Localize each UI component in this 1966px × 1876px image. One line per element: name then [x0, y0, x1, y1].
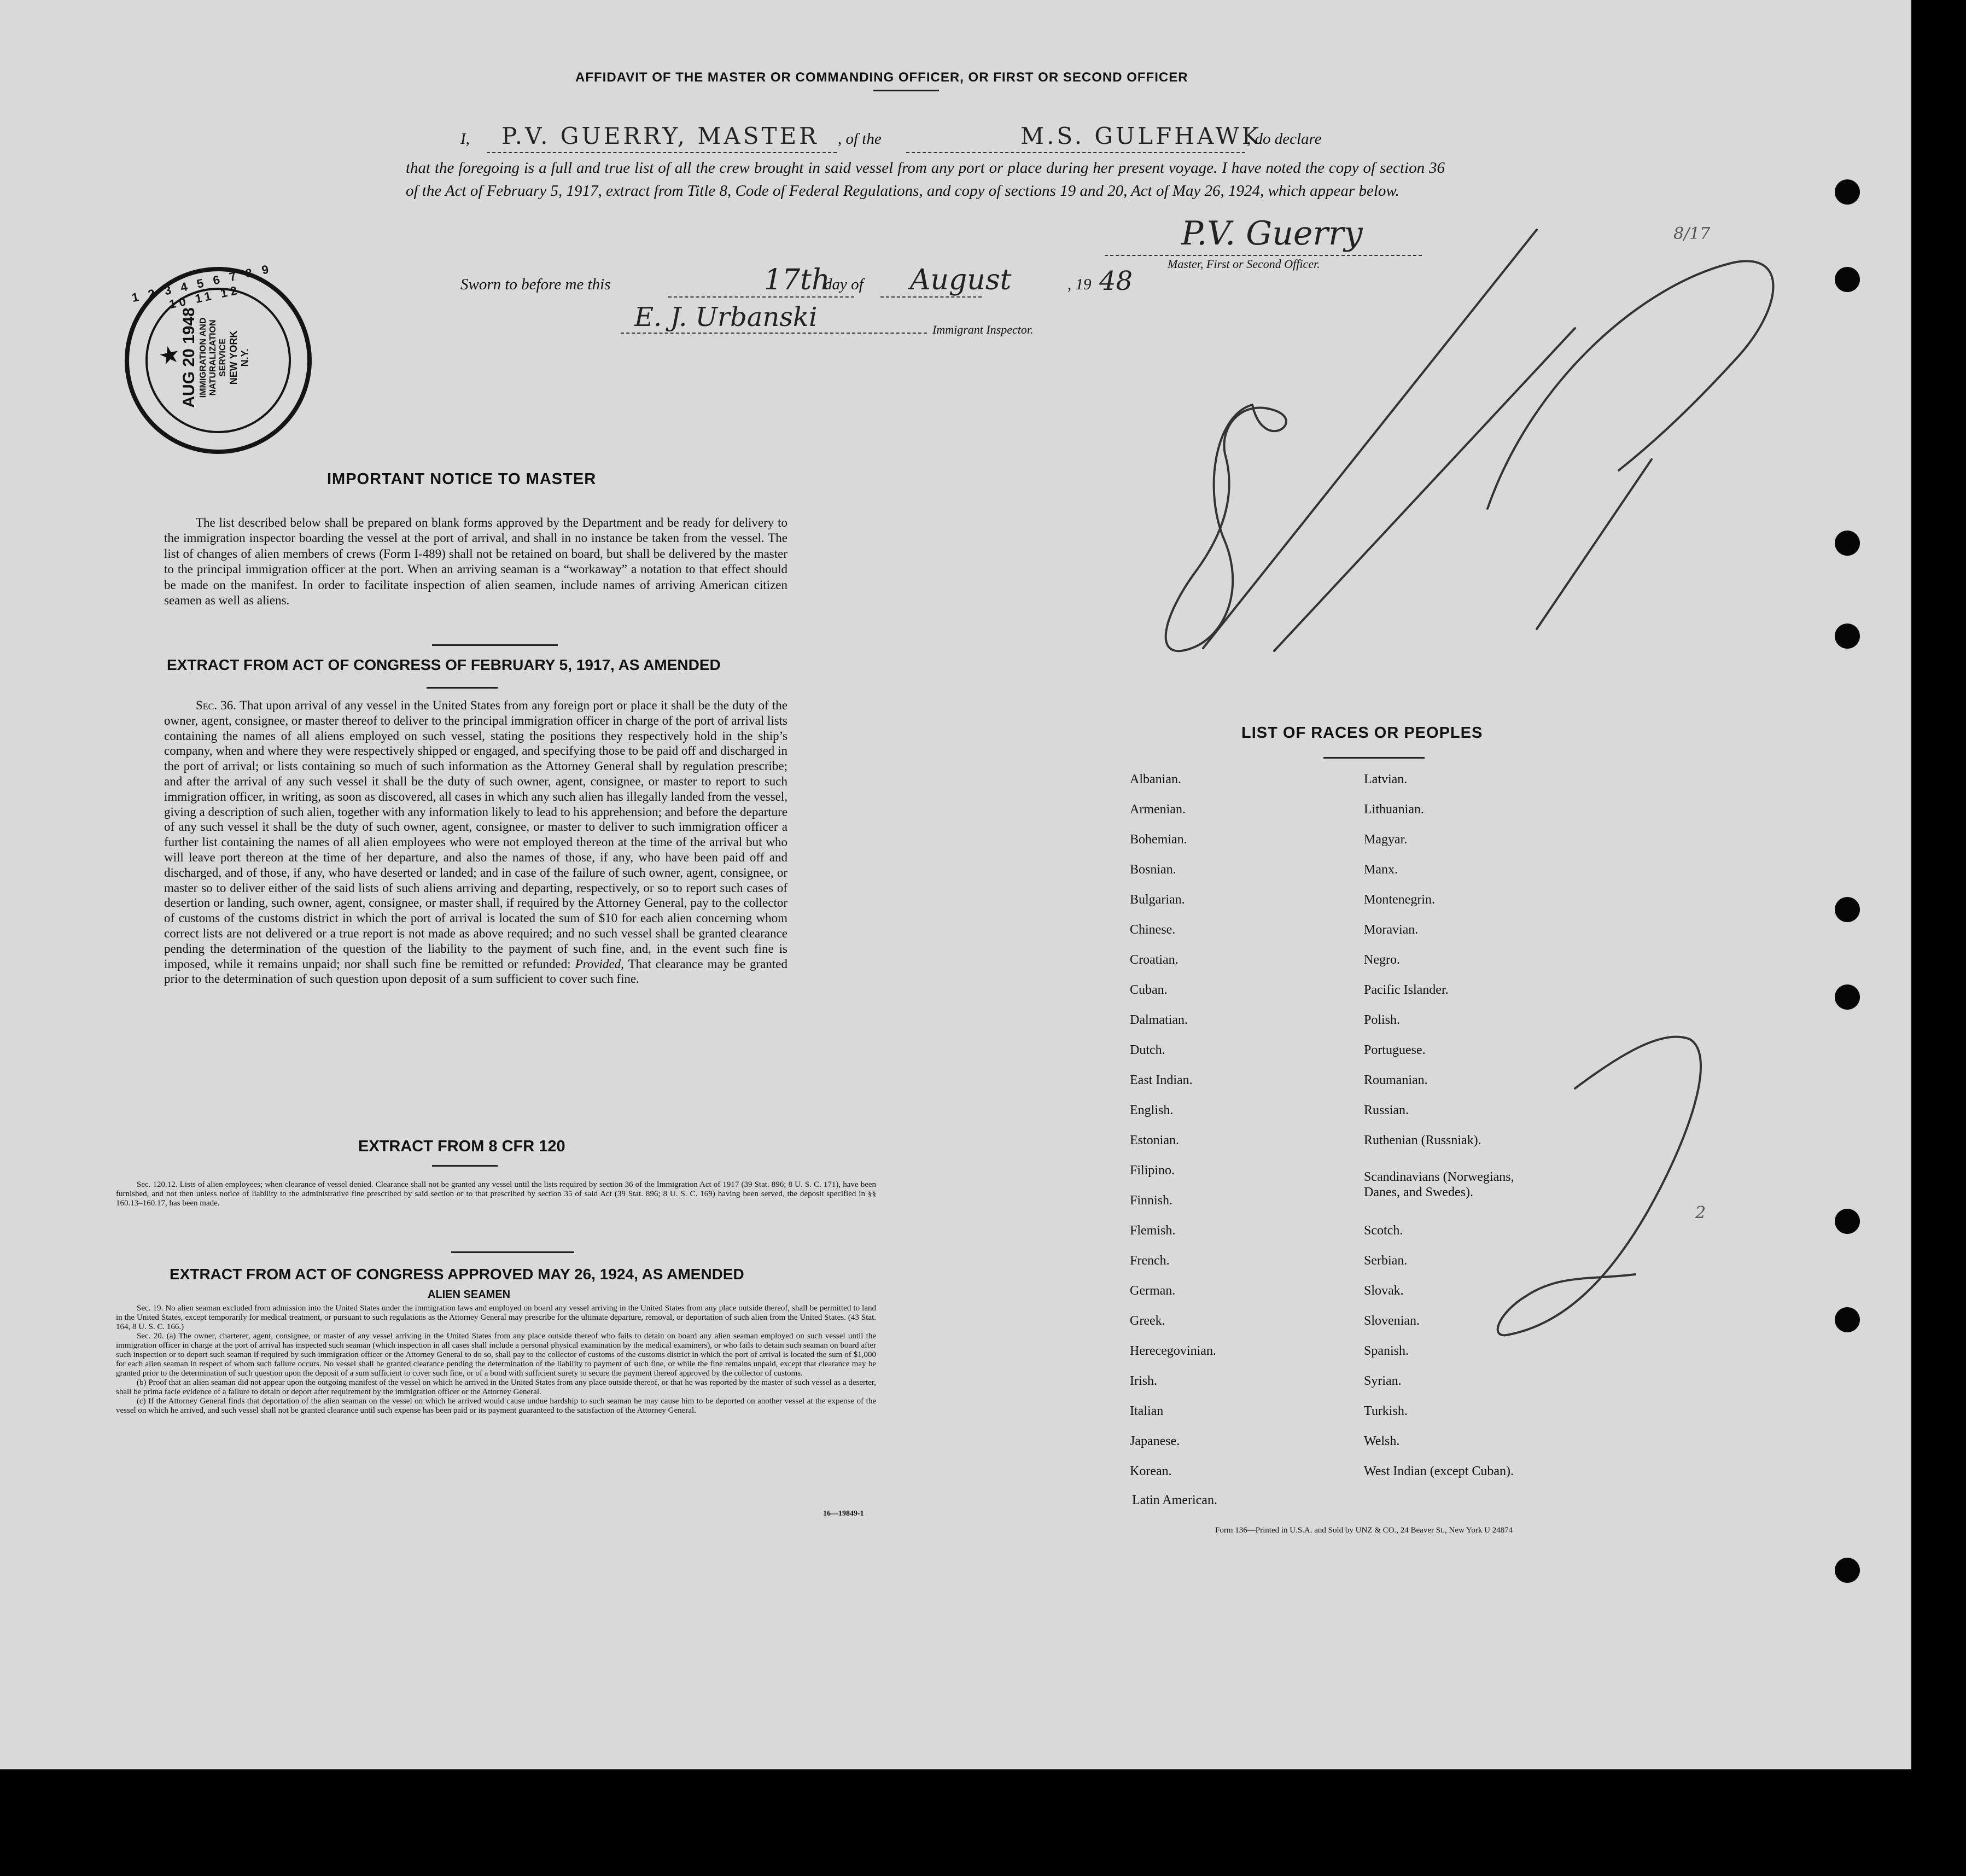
- extract-cfr-heading: EXTRACT FROM 8 CFR 120: [358, 1138, 565, 1155]
- race-item: Greek.: [1130, 1314, 1165, 1328]
- race-item: Dalmatian.: [1130, 1013, 1188, 1027]
- sec-20-c: (c) If the Attorney General finds that deportation of the alien seaman on the vessel on which he arrived would cause undue hardship to such seaman he may cause him to be deported on another vessel at the expense of the vessel on which he arrived, and such vessel shall not be granted clearance until such expense has been paid or its payment guaranteed to the satisfaction of the Attorney General.: [116, 1397, 876, 1415]
- race-item: East Indian.: [1130, 1073, 1193, 1087]
- of-the-text: , of the: [838, 130, 882, 148]
- race-item: Bosnian.: [1130, 863, 1176, 877]
- race-item: Flemish.: [1130, 1224, 1176, 1238]
- race-item: Cuban.: [1130, 983, 1168, 997]
- race-item: Lithuanian.: [1364, 802, 1424, 817]
- master-caption: Master, First or Second Officer.: [1168, 257, 1320, 271]
- race-item: West Indian (except Cuban).: [1364, 1464, 1514, 1478]
- stamp-line-1: IMMIGRATION AND: [198, 317, 208, 398]
- race-item: Roumanian.: [1364, 1073, 1428, 1087]
- stamp-line-2: NATURALIZATION: [208, 319, 218, 396]
- race-item: Albanian.: [1130, 772, 1181, 786]
- proviso-label: Provided,: [575, 957, 624, 971]
- race-item: Welsh.: [1364, 1434, 1400, 1448]
- stamp-date: AUG 20 1948: [179, 307, 198, 408]
- race-item: Bulgarian.: [1130, 893, 1185, 907]
- race-item: Estonian.: [1130, 1133, 1179, 1147]
- stamp-line-4: NEW YORK: [227, 330, 239, 385]
- binder-hole: [1835, 531, 1860, 556]
- stamp-star-icon: ★: [156, 339, 183, 371]
- race-item: Serbian.: [1364, 1254, 1408, 1268]
- binder-hole: [1835, 897, 1860, 922]
- race-item: Italian: [1130, 1404, 1164, 1418]
- inspector-signature: E. J. Urbanski: [634, 302, 818, 333]
- race-item: Polish.: [1364, 1013, 1401, 1027]
- race-item: German.: [1130, 1284, 1176, 1298]
- proviso-text: That clearance may be granted prior to the determination of such question upon deposit of a sum sufficient to cover such fine.: [164, 957, 787, 986]
- race-item: Armenian.: [1130, 802, 1186, 817]
- race-item: Latin American.: [1132, 1493, 1217, 1507]
- vessel-name: M.S. GULFHAWK: [1020, 123, 1262, 149]
- sec-36-label: Sec. 36.: [196, 698, 237, 712]
- binder-hole: [1835, 984, 1860, 1010]
- races-heading: LIST OF RACES OR PEOPLES: [1241, 724, 1483, 742]
- extract-1924-subheading: ALIEN SEAMEN: [428, 1289, 511, 1301]
- year-prefix: , 19: [1067, 276, 1092, 293]
- binder-hole: [1835, 624, 1860, 649]
- do-declare-text: , do declare: [1247, 130, 1322, 148]
- race-item: English.: [1130, 1103, 1174, 1117]
- race-item: Japanese.: [1130, 1434, 1180, 1448]
- pronoun: I,: [460, 130, 470, 148]
- race-item: Manx.: [1364, 863, 1398, 877]
- sec-36-text: That upon arrival of any vessel in the United States from any foreign port or place it shall be the duty of the owner, agent, consignee, or master thereof to deliver to the principal immigration officer in charge of the port of arrival lists containing the names of all aliens employed on such vessel, stating the positions they respectively hold in the ship’s company, when and where they were respectively shipped or engaged, and specifying those to be paid off and discharged in the port of arrival; or lists containing so much of such information as the Attorney General shall by regulation prescribe; and after the arrival of any such vessel it shall be the duty of such owner, agent, consignee, or master to report to such immigration officer, in writing, as soon as discovered, all cases in which any such alien has illegally landed from the vessel, giving a description of such alien, together with any information likely to lead to his apprehension; and before the departure of any such vessel it shall be the duty of such owner, agent, consignee, or master to deliver to such immigration officer a further list containing the names of all alien employees who were not employed thereon at the time of the arrival but who will leave port thereon at the time of her departure, and also the names of those, if any, who have been paid off and discharged, and of those, if any, who have deserted or landed; and in case of the failure of such owner, agent, consignee, or master so to deliver either of the said lists of such aliens arriving and departing, respectively, or so to report such cases of desertion or landing, such owner, agent, consignee, or master shall, if required by the Attorney General, pay to the collector of customs of the customs district in which the port of arrival is located the sum of $10 for each alien concerning whom correct lists are not delivered or a true report is not made as above required; and no such vessel shall be granted clearance pending the determination of the question of the liability to the payment of such fine, and, in the event such fine is imposed, while it remains unpaid; nor shall such fine be remitted or refunded:: [164, 698, 787, 971]
- race-item: Korean.: [1130, 1464, 1172, 1478]
- pencil-mark-bottom: 2: [1695, 1203, 1706, 1222]
- race-item: Latvian.: [1364, 772, 1408, 786]
- race-item: Filipino.: [1130, 1163, 1175, 1178]
- affidavit-statement: that the foregoing is a full and true list of all the crew brought in said vessel from any port or place during her present voyage. I have noted the copy of section 36 of the Act of February 5, 1917, extract from Title 8, Code of Federal Regulations, and copy of sections 19 and 20, Act of May 26, 1924, which appear below.: [406, 159, 1445, 200]
- race-item: Portuguese.: [1364, 1043, 1426, 1057]
- race-item: Bohemian.: [1130, 832, 1187, 847]
- extract-1917-heading: EXTRACT FROM ACT OF CONGRESS OF FEBRUARY 5, 1917, AS AMENDED: [167, 656, 721, 673]
- stamp-line-5: N.Y.: [239, 348, 250, 367]
- sec-120-text: Lists of alien employees; when clearance of vessel denied. Clearance shall not be granted any vessel until the lists required by section 36 of the Immigration Act of 1917 (39 Stat. 896; 8 U. S. C. 171), have been furnished, and not then unless notice of liability to the administrative fine prescribed by said section or to that prescribed by section 35 of said Act (39 Stat. 896; 8 U. S. C. 169) having been served, the deposit specified in §§ 160.13–160.17, has been made.: [116, 1180, 877, 1208]
- race-item: Dutch.: [1130, 1043, 1165, 1057]
- race-item: Magyar.: [1364, 832, 1408, 847]
- notice-heading: IMPORTANT NOTICE TO MASTER: [327, 470, 597, 488]
- race-item: Herecegovinian.: [1130, 1344, 1216, 1358]
- race-item: Montenegrin.: [1364, 893, 1435, 907]
- day-of-text: day of: [824, 276, 864, 293]
- sworn-prefix: Sworn to before me this: [460, 276, 611, 293]
- race-item: Slovak.: [1364, 1284, 1404, 1298]
- race-item: French.: [1130, 1254, 1170, 1268]
- binder-hole: [1835, 1307, 1860, 1332]
- race-item: Croatian.: [1130, 953, 1179, 967]
- stamp-line-3: SERVICE: [218, 338, 227, 377]
- inspector-caption: Immigrant Inspector.: [932, 323, 1034, 336]
- race-item: Danes, and Swedes).: [1364, 1185, 1473, 1199]
- race-item: Ruthenian (Russniak).: [1364, 1133, 1481, 1147]
- race-item: Finnish.: [1130, 1193, 1173, 1208]
- sec-20-b: (b) Proof that an alien seaman did not appear upon the outgoing manifest of the vessel on which he arrived in the United States from any place outside thereof, or that he was reported by the master of such vessel as a deserter, shall be prima facie evidence of a failure to detain or deport after requirement by the immigration officer or the Attorney General.: [116, 1378, 876, 1396]
- race-item: Russian.: [1364, 1103, 1409, 1117]
- binder-hole: [1835, 267, 1860, 292]
- sec-120-label: Sec. 120.12.: [137, 1180, 178, 1189]
- race-item: Turkish.: [1364, 1404, 1408, 1418]
- affidavit-title: AFFIDAVIT OF THE MASTER OR COMMANDING OFFICER, OR FIRST OR SECOND OFFICER: [575, 70, 1188, 85]
- form-code: 16—19849-1: [823, 1510, 864, 1518]
- notice-body: The list described below shall be prepared on blank forms approved by the Department and be ready for delivery to the immigration inspector boarding the vessel at the port of arrival, and shall in no instance be taken from the vessel. The list of changes of alien members of crews (Form I-489) shall not be retained on board, but shall be delivered by the master to the principal immigration officer at the port. When an arriving seaman is a “workaway” a notation to that effect should be made on the manifest. In order to facilitate inspection of alien seamen, include names of arriving American citizen seamen as well as aliens.: [164, 516, 787, 608]
- extract-1924-heading: EXTRACT FROM ACT OF CONGRESS APPROVED MAY 26, 1924, AS AMENDED: [170, 1266, 744, 1283]
- race-item: Slovenian.: [1364, 1314, 1420, 1328]
- sec-19: Sec. 19. No alien seaman excluded from admission into the United States under the immigration laws and employed on board any vessel arriving in the United States from any place outside thereof, shall be permitted to land in the United States, except temporarily for medical treatment, or pursuant to such regulations as the Attorney General may prescribe for the ultimate departure, removal, or deportation of such alien from the United States. (43 Stat. 164, 8 U. S. C. 166.): [116, 1304, 876, 1331]
- race-item: Scandinavians (Norwegians,: [1364, 1170, 1514, 1184]
- binder-hole: [1835, 1209, 1860, 1234]
- sworn-year: 48: [1099, 266, 1133, 296]
- binder-hole: [1835, 1558, 1860, 1583]
- sworn-day: 17th: [764, 264, 830, 296]
- master-signature: P.V. Guerry: [1181, 214, 1363, 253]
- race-item: Syrian.: [1364, 1374, 1402, 1388]
- binder-hole: [1835, 179, 1860, 205]
- race-item: Pacific Islander.: [1364, 983, 1449, 997]
- race-item: Scotch.: [1364, 1224, 1403, 1238]
- sworn-month: August: [910, 264, 1012, 296]
- race-item: Spanish.: [1364, 1344, 1409, 1358]
- race-item: Chinese.: [1130, 923, 1176, 937]
- footer-form-line: Form 136—Printed in U.S.A. and Sold by UNZ & CO., 24 Beaver St., New York U 24874: [1215, 1526, 1513, 1535]
- pencil-mark-top: 8/17: [1673, 224, 1711, 243]
- stamp-ring-numbers: 1 2 3 4 5 6 7 8 9 10 11 12: [130, 261, 273, 312]
- sec-20-a: Sec. 20. (a) The owner, charterer, agent, consignee, or master of any vessel arriving in the United States from any place outside thereof who fails to detain on board any alien seaman employed on such vessel until the immigration officer in charge at the port of arrival has inspected such seaman (which inspection in all cases shall include a personal physical examination by the medical examiners), or who fails to detain such seaman on board after such inspection or to deport such seaman if required by such immigration officer or the Attorney General to do so, shall pay to the collector of customs of the customs district in which the port of arrival is located the sum of $1,000 for each alien seaman in respect of whom such failure occurs. No vessel shall be granted clearance pending the determination of the liability to payment of such fine, or while the fine remains unpaid, except that clearance may be granted prior to the determination of such question upon the deposit of a sum sufficient to cover such fine, or of a bond with sufficient surety to secure the payment thereof approved by the collector of customs.: [116, 1332, 876, 1378]
- race-item: Moravian.: [1364, 923, 1419, 937]
- master-name: P.V. GUERRY, MASTER: [501, 123, 819, 149]
- race-item: Negro.: [1364, 953, 1400, 967]
- race-item: Irish.: [1130, 1374, 1157, 1388]
